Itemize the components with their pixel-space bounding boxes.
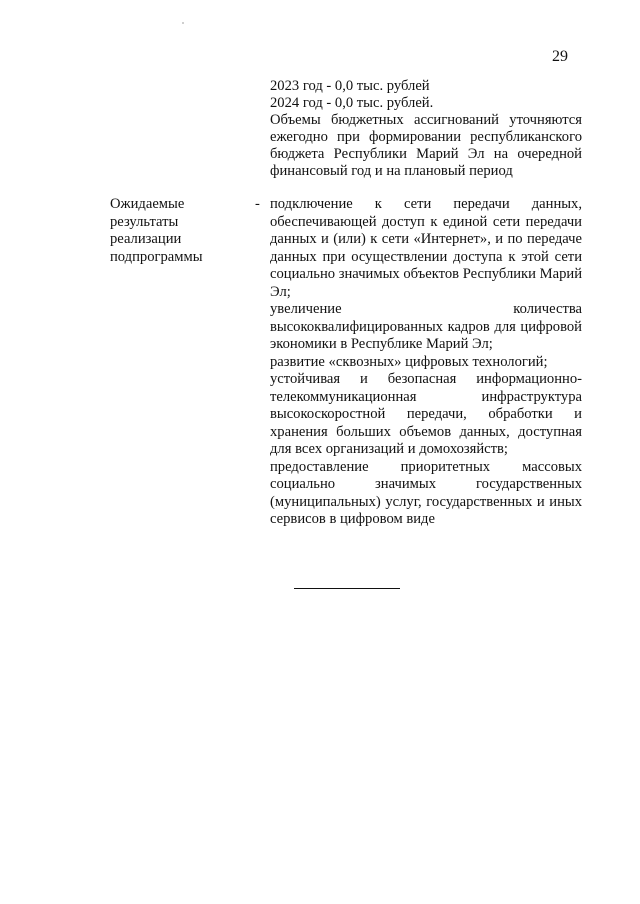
- label-line: результаты: [110, 213, 179, 230]
- result-item-technologies: развитие «сквозных» цифровых технологий;: [270, 353, 548, 370]
- result-item-services: предоставление приоритетных массовых социально значимых государственных (муниципальных) услуг, государственных и иных сервисов в цифровом виде: [270, 458, 582, 527]
- label-line: Ожидаемые: [110, 196, 185, 212]
- scan-speck: [182, 22, 184, 24]
- budget-allocation-block: [270, 78, 582, 180]
- page-number: 29: [552, 48, 568, 65]
- expected-results-label: [110, 196, 250, 266]
- label-line: реализации: [110, 231, 182, 247]
- result-item-personnel-start: увеличение количества: [270, 301, 582, 317]
- result-item-connectivity: подключение к сети передачи данных, обеспечивающей доступ к единой сети передачи данных и (или) к сети «Интернет», и по передаче данных при осуществлении доступа к этой сети социально значимых объектов Республики Марий Эл;: [270, 196, 582, 300]
- result-item-infrastructure: устойчивая и безопасная информационно-телекоммуникационная инфраструктура высокоскоростной передачи, обработки и хранения больших объемов данных, доступная для всех организаций и домохозяйств;: [270, 371, 582, 457]
- result-item-personnel: высококвалифицированных кадров для цифровой экономики в Республике Марий Эл;: [270, 318, 582, 352]
- budget-note: Объемы бюджетных ассигнований уточняются ежегодно при формировании республиканского бюджета Республики Марий Эл на очередной финансовый год и на плановый период: [270, 112, 582, 179]
- end-rule: [294, 588, 400, 589]
- label-dash: -: [255, 196, 260, 212]
- label-line: подпрограммы: [110, 248, 203, 265]
- budget-line-2024: 2024 год - 0,0 тыс. рублей.: [270, 95, 434, 111]
- expected-results-list: [270, 196, 582, 529]
- budget-line-2023: 2023 год - 0,0 тыс. рублей: [270, 78, 430, 94]
